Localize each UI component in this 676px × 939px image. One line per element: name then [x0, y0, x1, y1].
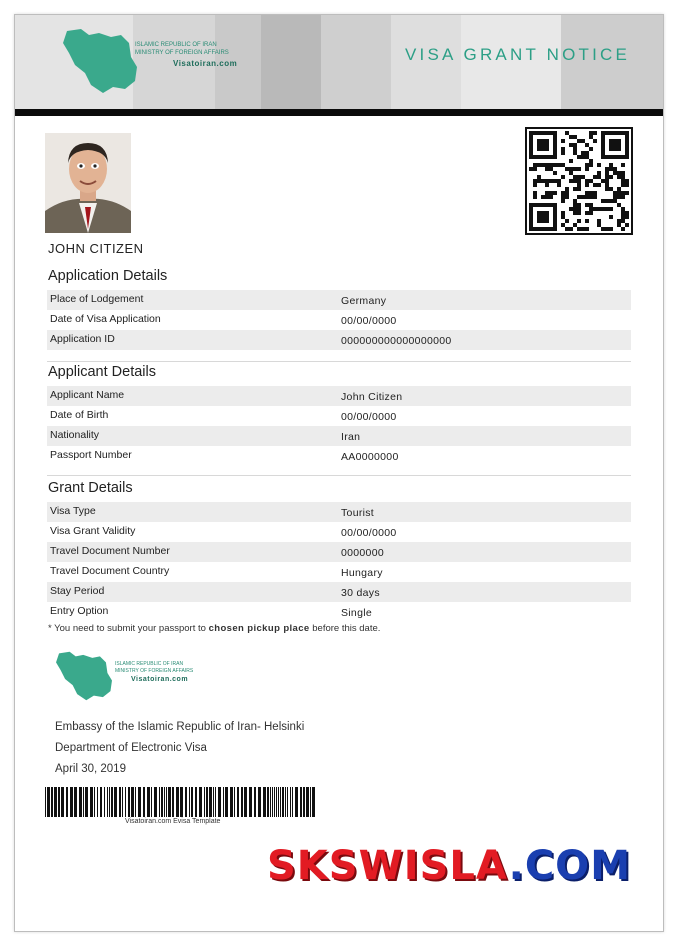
header-banner	[15, 15, 663, 109]
row-label: Travel Document Country	[50, 565, 170, 577]
document-title: VISA GRANT NOTICE	[405, 45, 631, 64]
row-value: 0000000	[341, 547, 384, 559]
row-value: 000000000000000000	[341, 335, 452, 347]
table-row	[47, 310, 631, 330]
row-value: John Citizen	[341, 391, 403, 403]
barcode	[45, 787, 317, 819]
footer-iran-map-icon	[53, 645, 115, 707]
watermark-dot: .	[508, 843, 525, 889]
table-row	[47, 290, 631, 310]
table-row	[47, 406, 631, 426]
barcode-caption: Visatoiran.com Evisa Template	[125, 818, 221, 825]
section-title-grant: Grant Details	[48, 480, 133, 496]
note-bold: chosen pickup place	[208, 623, 310, 634]
table-row	[47, 386, 631, 406]
watermark	[267, 843, 631, 889]
row-value: Tourist	[341, 507, 375, 519]
note-suffix: before this date.	[309, 623, 381, 634]
row-value: Germany	[341, 295, 387, 307]
logo-line2: MINISTRY OF FOREIGN AFFAIRS	[135, 50, 229, 56]
section-divider	[47, 361, 631, 362]
row-value: 00/00/0000	[341, 411, 397, 423]
row-label: Travel Document Number	[50, 545, 170, 557]
logo-site: Visatoiran.com	[173, 59, 238, 68]
row-label: Date of Birth	[50, 409, 109, 421]
table-row	[47, 602, 631, 622]
qr-code	[525, 127, 633, 235]
table-row	[47, 522, 631, 542]
applicant-details-table	[47, 386, 631, 466]
visa-document	[14, 14, 664, 932]
table-row	[47, 542, 631, 562]
row-label: Visa Type	[50, 505, 96, 517]
row-label: Stay Period	[50, 585, 105, 597]
note-prefix: * You need to submit your passport to	[48, 623, 209, 634]
header-divider	[15, 109, 663, 116]
table-row	[47, 446, 631, 466]
row-label: Place of Lodgement	[50, 293, 144, 305]
embassy-name: Embassy of the Islamic Republic of Iran- Helsinki	[55, 721, 305, 733]
department-name: Department of Electronic Visa	[55, 742, 207, 754]
iran-map-icon	[59, 23, 141, 99]
row-label: Passport Number	[50, 449, 132, 461]
section-title-application: Application Details	[48, 268, 168, 284]
row-label: Date of Visa Application	[50, 313, 161, 325]
row-label: Application ID	[50, 333, 115, 345]
footer-logo-site: Visatoiran.com	[131, 676, 189, 683]
section-title-applicant: Applicant Details	[48, 364, 156, 380]
table-row	[47, 562, 631, 582]
row-label: Visa Grant Validity	[50, 525, 136, 537]
holder-photo	[45, 133, 131, 233]
row-label: Applicant Name	[50, 389, 125, 401]
table-row	[47, 582, 631, 602]
table-row	[47, 330, 631, 350]
table-row	[47, 502, 631, 522]
footer-logo-line1: ISLAMIC REPUBLIC OF IRAN	[115, 661, 184, 667]
row-label: Entry Option	[50, 605, 109, 617]
grant-details-table	[47, 502, 631, 622]
footer-logo-line2: MINISTRY OF FOREIGN AFFAIRS	[115, 668, 194, 674]
pickup-note	[48, 623, 380, 634]
row-value: 00/00/0000	[341, 527, 397, 539]
row-value: Single	[341, 607, 372, 619]
row-value: Iran	[341, 431, 361, 443]
logo-line1: ISLAMIC REPUBLIC OF IRAN	[135, 42, 217, 48]
watermark-part2: COM	[524, 843, 631, 889]
issue-date: April 30, 2019	[55, 763, 126, 775]
table-row	[47, 426, 631, 446]
row-label: Nationality	[50, 429, 100, 441]
watermark-part1: SKSWISLA	[267, 843, 509, 889]
row-value: Hungary	[341, 567, 383, 579]
row-value: AA0000000	[341, 451, 399, 463]
holder-name: JOHN CITIZEN	[48, 241, 144, 256]
row-value: 30 days	[341, 587, 380, 599]
application-details-table	[47, 290, 631, 350]
section-divider	[47, 475, 631, 476]
row-value: 00/00/0000	[341, 315, 397, 327]
